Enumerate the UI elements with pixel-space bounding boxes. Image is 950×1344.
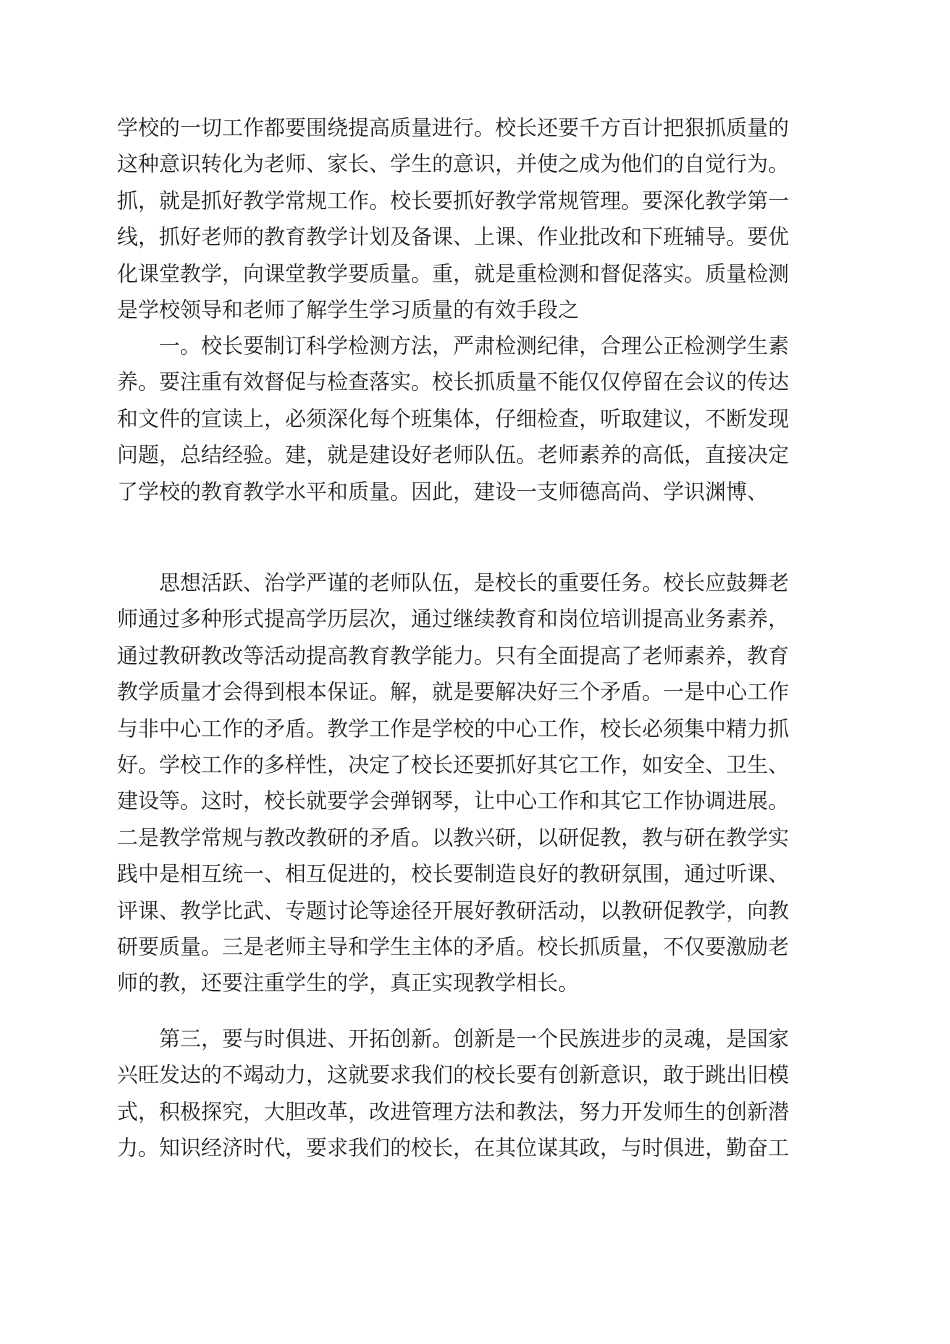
text-line: 兴旺发达的不竭动力，这就要求我们的校长要有创新意识，敢于跳出旧模 <box>117 1063 789 1088</box>
text-line: 第三，要与时俱进、开拓创新。创新是一个民族进步的灵魂，是国家 <box>117 1027 789 1051</box>
text-line: 评课、教学比武、专题讨论等途径开展好教研活动，以教研促教学，向教 <box>117 898 789 923</box>
text-line: 是学校领导和老师了解学生学习质量的有效手段之 <box>117 298 579 323</box>
text-line: 研要质量。三是老师主导和学生主体的矛盾。校长抓质量，不仅要激励老 <box>117 935 789 960</box>
text-line: 师通过多种形式提高学历层次，通过继续教育和岗位培训提高业务素养， <box>117 607 789 632</box>
text-line: 力。知识经济时代，要求我们的校长，在其位谋其政，与时俱进，勤奋工 <box>117 1136 789 1161</box>
paragraph-2 <box>117 328 837 510</box>
paragraph-4 <box>117 1021 837 1167</box>
text-line: 建设等。这时，校长就要学会弹钢琴，让中心工作和其它工作协调进展。 <box>117 789 789 814</box>
text-line: 二是教学常规与教改教研的矛盾。以教兴研，以研促教，教与研在教学实 <box>117 825 789 850</box>
text-line: 化课堂教学，向课堂教学要质量。重，就是重检测和督促落实。质量检测 <box>117 261 789 286</box>
text-line: 线，抓好老师的教育教学计划及备课、上课、作业批改和下班辅导。要优 <box>117 225 789 250</box>
text-line: 抓，就是抓好教学常规工作。校长要抓好教学常规管理。要深化教学第一 <box>117 188 789 213</box>
text-line: 通过教研教改等活动提高教育教学能力。只有全面提高了老师素养，教育 <box>117 643 789 668</box>
paragraph-3 <box>117 565 837 1002</box>
text-line: 学校的一切工作都要围绕提高质量进行。校长还要千方百计把狠抓质量的 <box>117 116 789 140</box>
text-line: 与非中心工作的矛盾。教学工作是学校的中心工作，校长必须集中精力抓 <box>117 716 789 741</box>
text-line: 师的教，还要注重学生的学，真正实现教学相长。 <box>117 971 579 996</box>
text-line: 一。校长要制订科学检测方法，严肃检测纪律，合理公正检测学生素 <box>117 334 789 358</box>
text-line: 践中是相互统一、相互促进的，校长要制造良好的教研氛围，通过听课、 <box>117 862 789 887</box>
text-line: 养。要注重有效督促与检查落实。校长抓质量不能仅仅停留在会议的传达 <box>117 370 789 395</box>
text-line: 式，积极探究，大胆改革，改进管理方法和教法，努力开发师生的创新潜 <box>117 1099 789 1124</box>
text-line: 好。学校工作的多样性，决定了校长还要抓好其它工作，如安全、卫生、 <box>117 753 789 778</box>
text-line: 这种意识转化为老师、家长、学生的意识，并使之成为他们的自觉行为。 <box>117 152 789 177</box>
text-line: 教学质量才会得到根本保证。解，就是要解决好三个矛盾。一是中心工作 <box>117 680 789 705</box>
text-line: 和文件的宣读上，必须深化每个班集体，仔细检查，听取建议，不断发现 <box>117 406 789 431</box>
paragraph-1 <box>117 110 837 328</box>
text-line: 问题，总结经验。建，就是建设好老师队伍。老师素养的高低，直接决定 <box>117 443 789 468</box>
text-line: 思想活跃、治学严谨的老师队伍，是校长的重要任务。校长应鼓舞老 <box>117 571 789 595</box>
text-line: 了学校的教育教学水平和质量。因此，建设一支师德高尚、学识渊博、 <box>117 479 768 504</box>
